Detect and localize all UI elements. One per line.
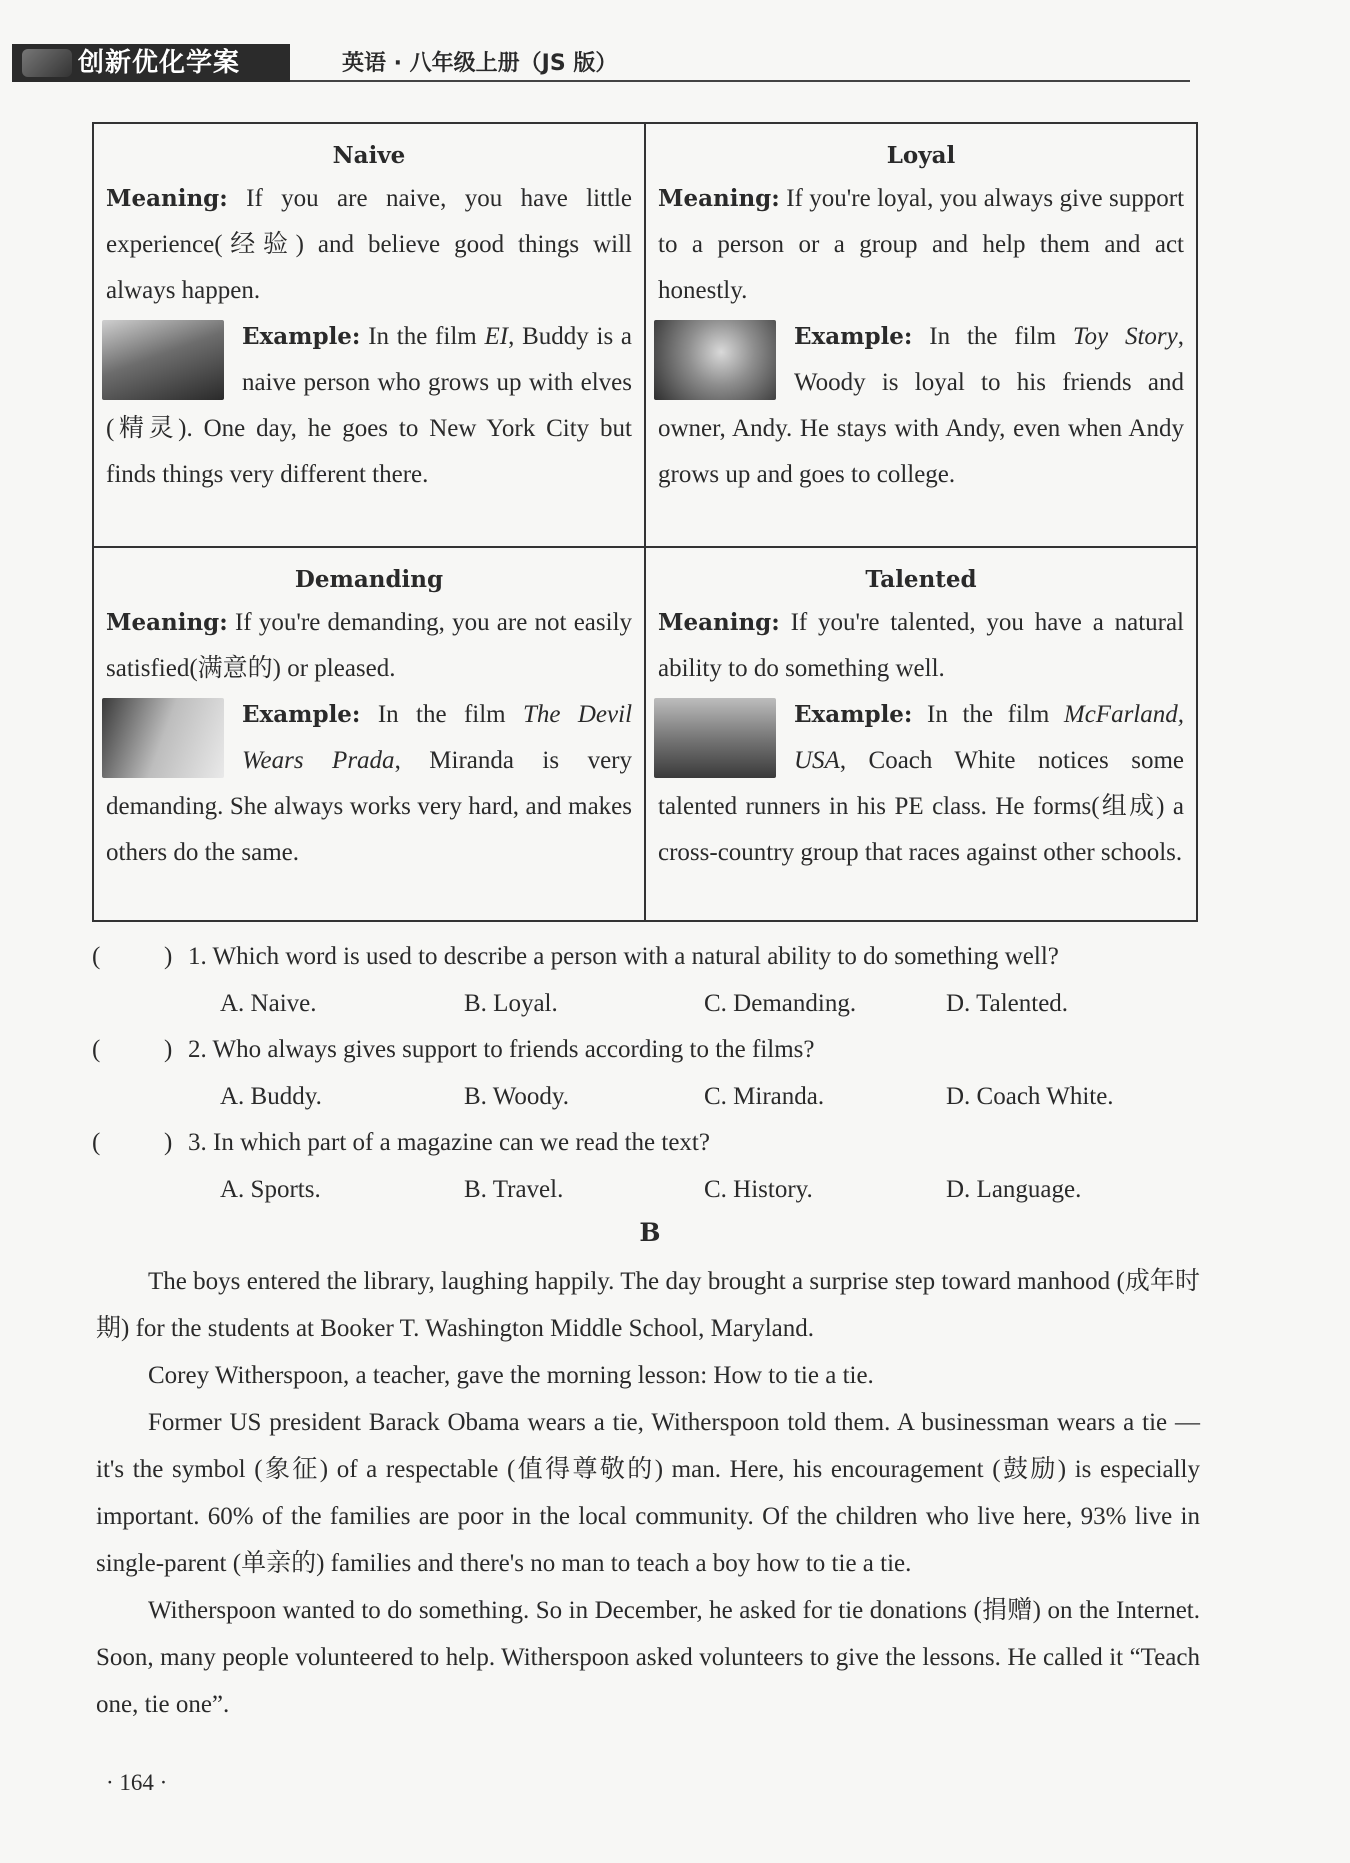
reading-passage — [96, 1258, 1200, 1728]
vocabulary-table — [92, 122, 1198, 922]
paragraph: Former US president Barack Obama wears a tie, Witherspoon told them. A businessman wears a tie — it's the symbol (象征) of a respectable (值得尊敬的) man. Here, his encouragement (鼓励) is especially important. 60% of the families are poor in the local community. Of the children who live here, 93% live in single-parent (单亲的) families and there's no man to teach a boy how to tie a tie. — [96, 1409, 1200, 1577]
question-2 — [92, 1027, 1202, 1073]
option-d: D. Coach White. — [946, 1083, 1114, 1110]
cell-title: Talented — [865, 566, 977, 594]
section-heading: B — [639, 1218, 661, 1247]
example-label: Example: — [242, 323, 361, 350]
brand-logo-icon — [22, 49, 72, 77]
example-text: , Miranda is very demanding. She always works very hard, and makes others do the same. — [106, 747, 632, 867]
option-row — [92, 980, 1202, 1027]
answer-blank-open: ( — [92, 1129, 101, 1156]
film-still-image — [102, 320, 224, 400]
brand-banner — [12, 44, 290, 82]
table-cell-loyal — [645, 123, 1197, 547]
cell-title: Loyal — [886, 142, 956, 169]
film-title: McFarland, USA — [794, 701, 1185, 775]
film-still-image — [102, 698, 224, 778]
meaning-label: Meaning: — [106, 185, 228, 212]
header-divider — [290, 80, 1190, 82]
option-d: D. Talented. — [946, 990, 1069, 1017]
option-c: C. Miranda. — [704, 1083, 825, 1110]
option-b: B. Woody. — [464, 1083, 569, 1110]
answer-blank-close: ) — [164, 1129, 173, 1156]
question-1 — [92, 934, 1202, 980]
answer-blank-close: ) — [164, 943, 173, 970]
example-label: Example: — [794, 701, 913, 729]
film-still-image — [654, 698, 776, 778]
option-a: A. Buddy. — [220, 1083, 322, 1110]
example-label: Example: — [242, 701, 361, 729]
meaning-label: Meaning: — [106, 609, 228, 637]
option-b: B. Travel. — [464, 1176, 564, 1203]
question-list — [92, 934, 1202, 1213]
film-title: EI — [484, 323, 509, 350]
example-text: , Woody is loyal to his friends and owner, Andy. He stays with Andy, even when Andy grows up and goes to college. — [658, 323, 1184, 488]
option-row — [92, 1166, 1202, 1213]
meaning-text: If you're talented, you have a natural ability to do something well. — [658, 609, 1185, 683]
answer-blank-open: ( — [92, 943, 101, 970]
option-c: C. History. — [704, 1176, 813, 1203]
paragraph: The boys entered the library, laughing happily. The day brought a surprise step toward manhood (成年时期) for the students at Booker T. Washington Middle School, Maryland. — [96, 1268, 1200, 1342]
meaning-text: If you're loyal, you always give support to a person or a group and help them and act honestly. — [658, 185, 1185, 304]
option-row — [92, 1073, 1202, 1120]
meaning-text: If you are naive, you have little experience(经验) and believe good things will always happen. — [106, 185, 633, 304]
example-text: In the film — [377, 701, 523, 729]
option-c: C. Demanding. — [704, 990, 857, 1017]
table-cell-demanding — [93, 547, 645, 921]
meaning-label: Meaning: — [658, 185, 780, 212]
example-text: In the film — [368, 323, 485, 350]
table-cell-naive — [93, 123, 645, 547]
option-a: A. Sports. — [220, 1176, 321, 1203]
film-title: Toy Story — [1072, 323, 1178, 350]
option-b: B. Loyal. — [464, 990, 558, 1017]
paragraph: Witherspoon wanted to do something. So in December, he asked for tie donations (捐赠) on the Internet. Soon, many people volunteered to help. Witherspoon asked volunteers to give the lessons. He called it “Teach one, tie one”. — [96, 1597, 1200, 1718]
option-d: D. Language. — [946, 1176, 1082, 1203]
meaning-label: Meaning: — [658, 609, 780, 637]
cell-title: Demanding — [294, 566, 444, 594]
film-title: The Devil Wears Prada — [242, 701, 633, 775]
option-a: A. Naive. — [220, 990, 317, 1017]
question-text: 2. Who always gives support to friends according to the films? — [188, 1036, 815, 1063]
meaning-text: If you're demanding, you are not easily satisfied(满意的) or pleased. — [106, 609, 633, 683]
page-header — [12, 44, 1190, 84]
paragraph: Corey Witherspoon, a teacher, gave the morning lesson: How to tie a tie. — [148, 1362, 874, 1389]
example-label: Example: — [794, 323, 913, 350]
answer-blank-close: ) — [164, 1036, 173, 1063]
question-text: 1. Which word is used to describe a person with a natural ability to do something well? — [188, 943, 1059, 970]
cell-title: Naive — [332, 142, 406, 169]
table-cell-talented — [645, 547, 1197, 921]
example-text: , Coach White notices some talented runners in his PE class. He forms(组成) a cross-country group that races against other schools. — [658, 747, 1184, 867]
question-text: 3. In which part of a magazine can we read the text? — [188, 1129, 710, 1156]
course-title: 英语 · 八年级上册（JS 版） — [342, 51, 618, 76]
brand-title: 创新优化学案 — [78, 48, 241, 78]
answer-blank-open: ( — [92, 1036, 101, 1063]
example-text: In the film — [929, 323, 1073, 350]
page-number: · 164 · — [106, 1770, 168, 1795]
example-text: , Buddy is a naive person who grows up with elves (精灵). One day, he goes to New York City but finds things very different there. — [106, 323, 633, 488]
film-still-image — [654, 320, 776, 400]
question-3 — [92, 1120, 1202, 1166]
example-text: In the film — [927, 701, 1064, 729]
